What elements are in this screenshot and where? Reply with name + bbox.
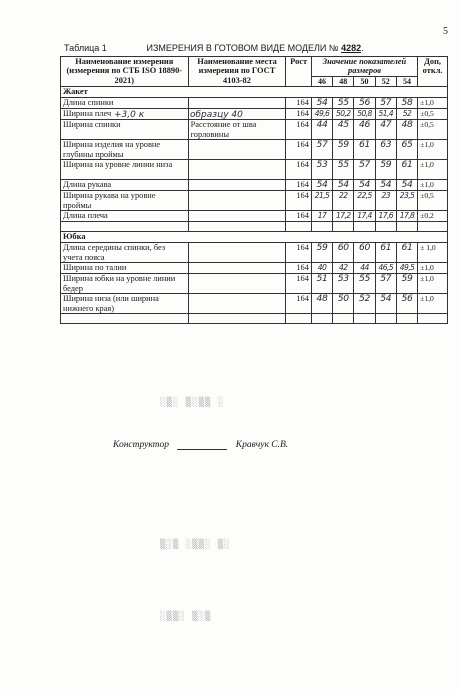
row-place <box>188 263 286 274</box>
header-values: Значение показателей размеров <box>311 57 417 77</box>
row-height: 164 <box>286 191 312 211</box>
model-number: 4282 <box>341 43 362 53</box>
row-name: Ширина юбки на уровне линии бедер <box>61 274 189 294</box>
scan-stamp-mark: ░▒▒░ ▒░▒ <box>160 612 212 622</box>
row-height: 164 <box>286 120 312 140</box>
row-value: 49,5 <box>396 263 417 274</box>
row-value: 22,5 <box>354 191 375 211</box>
row-value: 22 <box>333 191 354 211</box>
table-row <box>61 294 448 314</box>
row-value: 55 <box>333 160 354 180</box>
row-value: 17,6 <box>375 211 396 222</box>
row-tolerance: ±0,5 <box>418 120 448 140</box>
row-value: 17 <box>311 211 332 222</box>
row-value: 58 <box>396 98 417 109</box>
table-label: Таблица 1 <box>64 43 107 53</box>
row-name: Длина спинки <box>61 98 189 109</box>
row-value: 57 <box>375 274 396 294</box>
row-place <box>188 243 286 263</box>
row-value: 61 <box>375 243 396 263</box>
row-height: 164 <box>286 274 312 294</box>
row-value: 54 <box>396 180 417 191</box>
row-height: 164 <box>286 211 312 222</box>
row-place <box>188 211 286 222</box>
header-measurement-name: Наименование измерения (измерения по СТБ ISO 18890-2021) <box>61 57 189 87</box>
row-name: Ширина спинки <box>61 120 189 140</box>
row-name: Ширина низа (или ширина нижнего края) <box>61 294 189 314</box>
row-place <box>188 294 286 314</box>
row-tolerance: ±0,5 <box>418 191 448 211</box>
row-height: 164 <box>286 243 312 263</box>
row-value: 21,5 <box>311 191 332 211</box>
row-value: 49,6 <box>311 109 332 120</box>
row-value: 44 <box>311 120 332 140</box>
row-value: 59 <box>333 140 354 160</box>
row-name: Ширина по талии <box>61 263 189 274</box>
handwritten-note-extra: +3,0 к <box>114 110 145 120</box>
row-value: 46 <box>354 120 375 140</box>
row-value: 61 <box>354 140 375 160</box>
row-value: 54 <box>375 180 396 191</box>
row-value: 63 <box>375 140 396 160</box>
signature-blank <box>177 449 227 450</box>
row-height: 164 <box>286 140 312 160</box>
row-value: 40 <box>311 263 332 274</box>
table-row <box>61 263 448 274</box>
row-value: 53 <box>333 274 354 294</box>
row-height: 164 <box>286 98 312 109</box>
row-place <box>188 191 286 211</box>
row-value: 23,5 <box>396 191 417 211</box>
row-place <box>188 140 286 160</box>
row-value: 55 <box>333 98 354 109</box>
row-value: 54 <box>375 294 396 314</box>
table-row <box>61 140 448 160</box>
row-value: 17,8 <box>396 211 417 222</box>
row-name: Ширина плеч <box>61 109 189 120</box>
signature-name: Кравчук С.В. <box>235 440 289 450</box>
row-name: Ширина изделия на уровне глубины проймы <box>61 140 189 160</box>
row-value: 56 <box>354 98 375 109</box>
row-tolerance: ±1,0 <box>418 263 448 274</box>
row-value: 48 <box>396 120 417 140</box>
header-measurement-place: Наименование места измерения по ГОСТ 4103-82 <box>188 57 286 87</box>
row-value: 56 <box>396 294 417 314</box>
row-value: 51,4 <box>375 109 396 120</box>
row-value: 60 <box>354 243 375 263</box>
handwritten-note-place: образцу 40 <box>190 110 243 120</box>
row-value: 51 <box>311 274 332 294</box>
row-value: 45 <box>333 120 354 140</box>
row-value: 61 <box>396 243 417 263</box>
row-value: 54 <box>333 180 354 191</box>
row-value: 50 <box>333 294 354 314</box>
row-value: 47 <box>375 120 396 140</box>
row-value: 23 <box>375 191 396 211</box>
row-name: Длина середины спинки, без учета пояса <box>61 243 189 263</box>
table-row <box>61 120 448 140</box>
row-value: 17,2 <box>333 211 354 222</box>
table-row <box>61 98 448 109</box>
table-caption <box>64 43 444 53</box>
section-row <box>61 87 448 98</box>
row-place <box>188 180 286 191</box>
header-tolerance: Доп, откл. <box>418 57 448 87</box>
table-row <box>61 160 448 180</box>
blank-row <box>61 222 448 232</box>
row-value: 50,8 <box>354 109 375 120</box>
scan-stamp-mark: ▒░▒ ░▒▒░ ▒░ <box>160 540 231 550</box>
table-row <box>61 191 448 211</box>
table-row <box>61 180 448 191</box>
row-tolerance: ±1,0 <box>418 180 448 191</box>
row-place: Расстояние от шва горловины <box>188 120 286 140</box>
row-value: 59 <box>375 160 396 180</box>
row-name: Ширина на уровне линии низа <box>61 160 189 180</box>
row-height: 164 <box>286 263 312 274</box>
row-height: 164 <box>286 160 312 180</box>
header-height: Рост <box>286 57 312 87</box>
row-value: 42 <box>333 263 354 274</box>
row-value: 60 <box>333 243 354 263</box>
row-tolerance: ±1,0 <box>418 160 448 180</box>
signature-line <box>113 440 353 450</box>
row-value: 46,5 <box>375 263 396 274</box>
row-tolerance: ±1,0 <box>418 274 448 294</box>
row-tolerance: ±1,0 <box>418 294 448 314</box>
row-tolerance: ±0,2 <box>418 211 448 222</box>
row-height: 164 <box>286 109 312 120</box>
row-tolerance: ±0,5 <box>418 109 448 120</box>
row-value: 53 <box>311 160 332 180</box>
row-tolerance: ±1,0 <box>418 140 448 160</box>
blank-row <box>61 314 448 324</box>
row-value: 59 <box>396 274 417 294</box>
row-value: 57 <box>375 98 396 109</box>
row-value: 57 <box>311 140 332 160</box>
row-value: 54 <box>311 98 332 109</box>
table-row <box>61 274 448 294</box>
table-title: ИЗМЕРЕНИЯ В ГОТОВОМ ВИДЕ МОДЕЛИ № <box>146 43 339 53</box>
page-number: 5 <box>443 26 448 37</box>
row-value: 48 <box>311 294 332 314</box>
row-value: 52 <box>396 109 417 120</box>
header-size: 48 <box>333 76 354 86</box>
row-place <box>188 98 286 109</box>
caption-tail: . <box>361 43 364 53</box>
row-value: 17,4 <box>354 211 375 222</box>
row-name: Длина рукава <box>61 180 189 191</box>
row-name: Длина плеча <box>61 211 189 222</box>
row-name: Ширина рукава на уровне проймы <box>61 191 189 211</box>
row-value: 55 <box>354 274 375 294</box>
row-value: 57 <box>354 160 375 180</box>
row-height: 164 <box>286 294 312 314</box>
scan-stamp-mark: ░▒░ ▒░▒▒ ░ <box>160 398 225 408</box>
table-row <box>61 243 448 263</box>
header-size: 50 <box>354 76 375 86</box>
row-tolerance: ±1,0 <box>418 98 448 109</box>
measurements-table <box>60 56 448 324</box>
row-value: 52 <box>354 294 375 314</box>
row-value: 54 <box>311 180 332 191</box>
section-row <box>61 232 448 243</box>
header-size: 54 <box>396 76 417 86</box>
row-value: 61 <box>396 160 417 180</box>
section-title-jacket: Жакет <box>61 87 448 98</box>
table-row <box>61 211 448 222</box>
row-height: 164 <box>286 180 312 191</box>
header-size: 46 <box>311 76 332 86</box>
row-place <box>188 160 286 180</box>
row-value: 65 <box>396 140 417 160</box>
section-title-skirt: Юбка <box>61 232 448 243</box>
row-place <box>188 274 286 294</box>
row-value: 54 <box>354 180 375 191</box>
row-value: 50,2 <box>333 109 354 120</box>
header-row <box>61 57 448 77</box>
row-value: 59 <box>311 243 332 263</box>
row-value: 44 <box>354 263 375 274</box>
signature-role: Конструктор <box>113 440 170 450</box>
header-size: 52 <box>375 76 396 86</box>
row-tolerance: ± 1,0 <box>418 243 448 263</box>
